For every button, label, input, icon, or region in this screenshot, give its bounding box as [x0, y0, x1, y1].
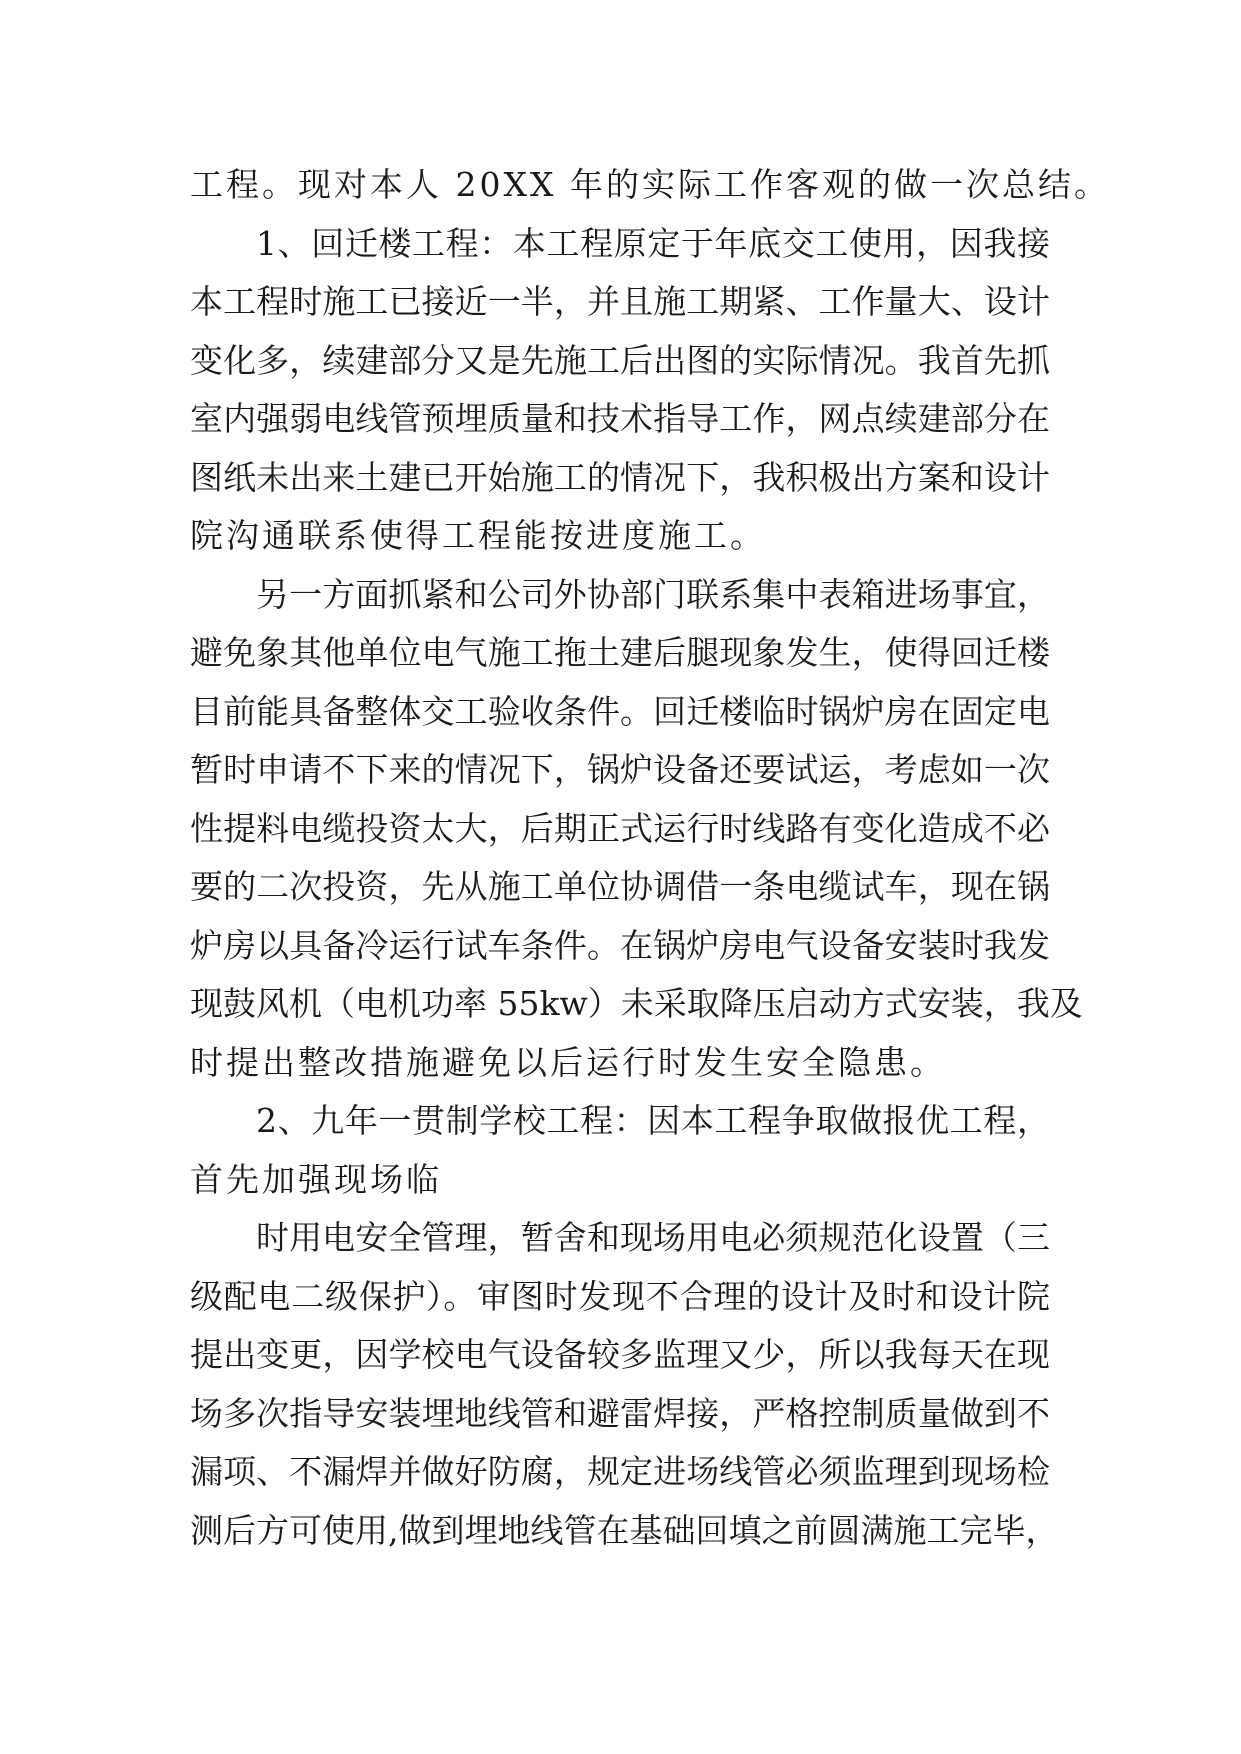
paragraph-start-line: 1、回迁楼工程：本工程原定于年底交工使用，因我接 [256, 223, 1050, 263]
text-line: 本工程时施工已接近一半，并且施工期紧、工作量大、设计 [190, 282, 1050, 321]
paragraph-start-line: 另一方面抓紧和公司外协部门联系集中表箱进场事宜， [256, 574, 1050, 614]
text-line: 提出变更，因学校电气设备较多监理又少，所以我每天在现 [190, 1335, 1050, 1374]
paragraph-start-line: 时用电安全管理，暂舍和现场用电必须规范化设置（三 [256, 1218, 1050, 1257]
text-line: 漏项、不漏焊并做好防腐，规定进场线管必须监理到现场检 [190, 1452, 1050, 1491]
text-line: 目前能具备整体交工验收条件。回迁楼临时锅炉房在固定电 [190, 691, 1050, 731]
text-line: 图纸未出来土建已开始施工的情况下，我积极出方案和设计 [190, 457, 1050, 497]
text-line: 避免象其他单位电气施工拖土建后腿现象发生，使得回迁楼 [190, 633, 1050, 672]
text-line: 级配电二级保护）。审图时发现不合理的设计及时和设计院 [190, 1276, 1050, 1316]
text-line: 暂时申请不下来的情况下，锅炉设备还要试运，考虑如一次 [190, 750, 1050, 789]
text-line: 要的二次投资，先从施工单位协调借一条电缆试车，现在锅 [190, 867, 1050, 906]
text-line: 工程。现对本人 20XX 年的实际工作客观的做一次总结。 [190, 165, 1110, 204]
text-line: 测后方可使用,做到埋地线管在基础回填之前圆满施工完毕， [190, 1510, 1059, 1550]
text-line: 场多次指导安装埋地线管和避雷焊接，严格控制质量做到不 [190, 1393, 1050, 1433]
document-body [190, 156, 1110, 1560]
text-line: 性提料电缆投资太大，后期正式运行时线路有变化造成不必 [190, 808, 1050, 848]
text-line: 院沟通联系使得工程能按进度施工。 [190, 516, 766, 555]
text-line: 首先加强现场临 [190, 1159, 442, 1199]
text-line: 变化多，续建部分又是先施工后出图的实际情况。我首先抓 [190, 340, 1050, 380]
text-line: 现鼓风机（电机功率 55kw）未采取降压启动方式安装，我及 [190, 984, 1083, 1023]
text-line: 炉房以具备冷运行试车条件。在锅炉房电气设备安装时我发 [190, 925, 1050, 965]
text-line: 时提出整改措施避免以后运行时发生安全隐患。 [190, 1042, 946, 1082]
paragraph-start-line: 2、九年一贯制学校工程：因本工程争取做报优工程， [256, 1101, 1050, 1140]
text-line: 室内强弱电线管预埋质量和技术指导工作，网点续建部分在 [190, 399, 1050, 438]
